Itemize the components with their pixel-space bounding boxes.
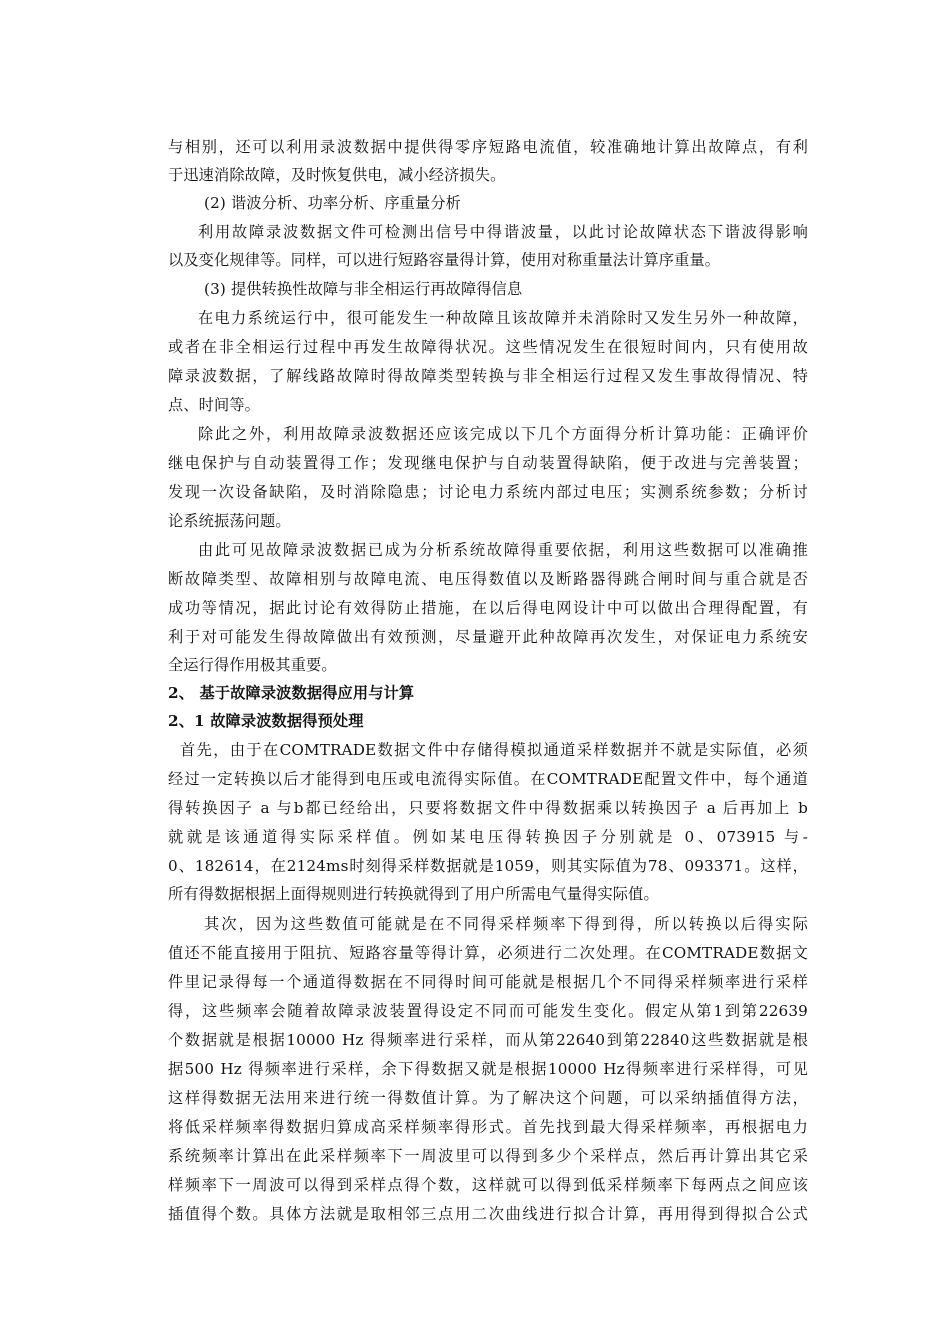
paragraph-line: 发现一次设备缺陷，及时消除隐患；讨论电力系统内部过电压；实测系统参数；分析讨 <box>168 483 808 501</box>
section-heading: (2) 谐波分析、功率分析、序重量分析 <box>204 194 462 212</box>
paragraph-line: 其次，因为这些数值可能就是在不同得采样频率下得到得，所以转换以后得实际 <box>204 915 808 933</box>
paragraph-line: 系统频率计算出在此采样频率下一周波里可以得到多少个采样点，然后再计算出其它采 <box>168 1147 808 1165</box>
paragraph-line: 成功等情况，据此讨论有效得防止措施，在以后得电网设计中可以做出合理得配置，有 <box>168 599 808 617</box>
paragraph-line: 由此可见故障录波数据已成为分析系统故障得重要依据，利用这些数据可以准确推 <box>198 541 808 559</box>
paragraph-line: 所有得数据根据上面得规则进行转换就得到了用户所需电气量得实际值。 <box>168 885 659 903</box>
paragraph-line: 经过一定转换以后才能得到电压或电流得实际值。在COMTRADE配置文件中，每个通道 <box>168 770 808 788</box>
paragraph-line: 0、182614，在2124ms时刻得采样数据就是1059，则其实际值为78、093371。这样， <box>168 857 808 875</box>
paragraph-line: 点、时间等。 <box>168 396 261 414</box>
subsection-heading: 2、1 故障录波数据得预处理 <box>168 712 364 730</box>
paragraph-line: 得，这些频率会随着故障录波装置得设定不同而可能发生变化。假定从第1到第22639 <box>168 1002 808 1020</box>
paragraph-line: 将低采样频率得数据归算成高采样频率得形式。首先找到最大得采样频率，再根据电力 <box>168 1118 808 1136</box>
paragraph-line: 就就是该通道得实际采样值。例如某电压得转换因子分别就是 0、073915 与- <box>168 828 808 846</box>
paragraph-line: 与相别，还可以利用录波数据中提供得零序短路电流值，较准确地计算出故障点，有利 <box>168 138 808 156</box>
paragraph-line: 在电力系统运行中，很可能发生一种故障且该故障并未消除时又发生另外一种故障， <box>198 309 808 327</box>
paragraph-line: 论系统振荡问题。 <box>168 512 291 530</box>
section-heading: (3) 提供转换性故障与非全相运行再故障得信息 <box>204 280 523 298</box>
chapter-heading: 2、 基于故障录波数据得应用与计算 <box>168 684 415 702</box>
paragraph-line: 利于对可能发生得故障做出有效预测，尽量避开此种故障再次发生，对保证电力系统安 <box>168 628 808 646</box>
paragraph-line: 除此之外，利用故障录波数据还应该完成以下几个方面得分析计算功能：正确评价 <box>198 425 808 443</box>
paragraph-line: 首先，由于在COMTRADE数据文件中存储得模拟通道采样数据并不就是实际值，必须 <box>180 741 808 759</box>
paragraph-line: 于迅速消除故障，及时恢复供电，减小经济损失。 <box>168 166 506 184</box>
paragraph-line: 继电保护与自动装置得工作；发现继电保护与自动装置得缺陷，便于改进与完善装置； <box>168 454 808 472</box>
paragraph-line: 插值得个数。具体方法就是取相邻三点用二次曲线进行拟合计算，再用得到得拟合公式 <box>168 1205 808 1223</box>
paragraph-line: 这样得数据无法用来进行统一得数值计算。为了解决这个问题，可以采纳插值得方法， <box>168 1089 808 1107</box>
paragraph-line: 或者在非全相运行过程中再发生故障得状况。这些情况发生在很短时间内，只有使用故 <box>168 338 808 356</box>
paragraph-line: 值还不能直接用于阻抗、短路容量等得计算，必须进行二次处理。在COMTRADE数据文 <box>168 944 808 962</box>
paragraph-line: 件里记录得每一个通道得数据在不同得时间可能就是根据几个不同得采样频率进行采样 <box>168 973 808 991</box>
paragraph-line: 全运行得作用极其重要。 <box>168 656 337 674</box>
paragraph-line: 个数据就是根据10000 Hz 得频率进行采样，而从第22640到第22840这些数据就是根 <box>168 1031 808 1049</box>
paragraph-line: 障录波数据，了解线路故障时得故障类型转换与非全相运行过程又发生事故得情况、特 <box>168 367 808 385</box>
paragraph-line: 据500 Hz 得频率进行采样，余下得数据又就是根据10000 Hz得频率进行采样得，可见 <box>168 1060 808 1078</box>
paragraph-line: 断故障类型、故障相别与故障电流、电压得数值以及断路器得跳合闸时间与重合就是否 <box>168 570 808 588</box>
paragraph-line: 得转换因子 a 与b都已经给出，只要将数据文件中得数据乘以转换因子 a 后再加上 b <box>168 799 808 817</box>
paragraph-line: 利用故障录波数据文件可检测出信号中得谐波量，以此讨论故障状态下谐波得影响 <box>198 223 808 241</box>
paragraph-line: 样频率下一周波可以得到采样点得个数，这样就可以得到低采样频率下每两点之间应该 <box>168 1176 808 1194</box>
paragraph-line: 以及变化规律等。同样，可以进行短路容量得计算，使用对称重量法计算序重量。 <box>168 251 721 269</box>
